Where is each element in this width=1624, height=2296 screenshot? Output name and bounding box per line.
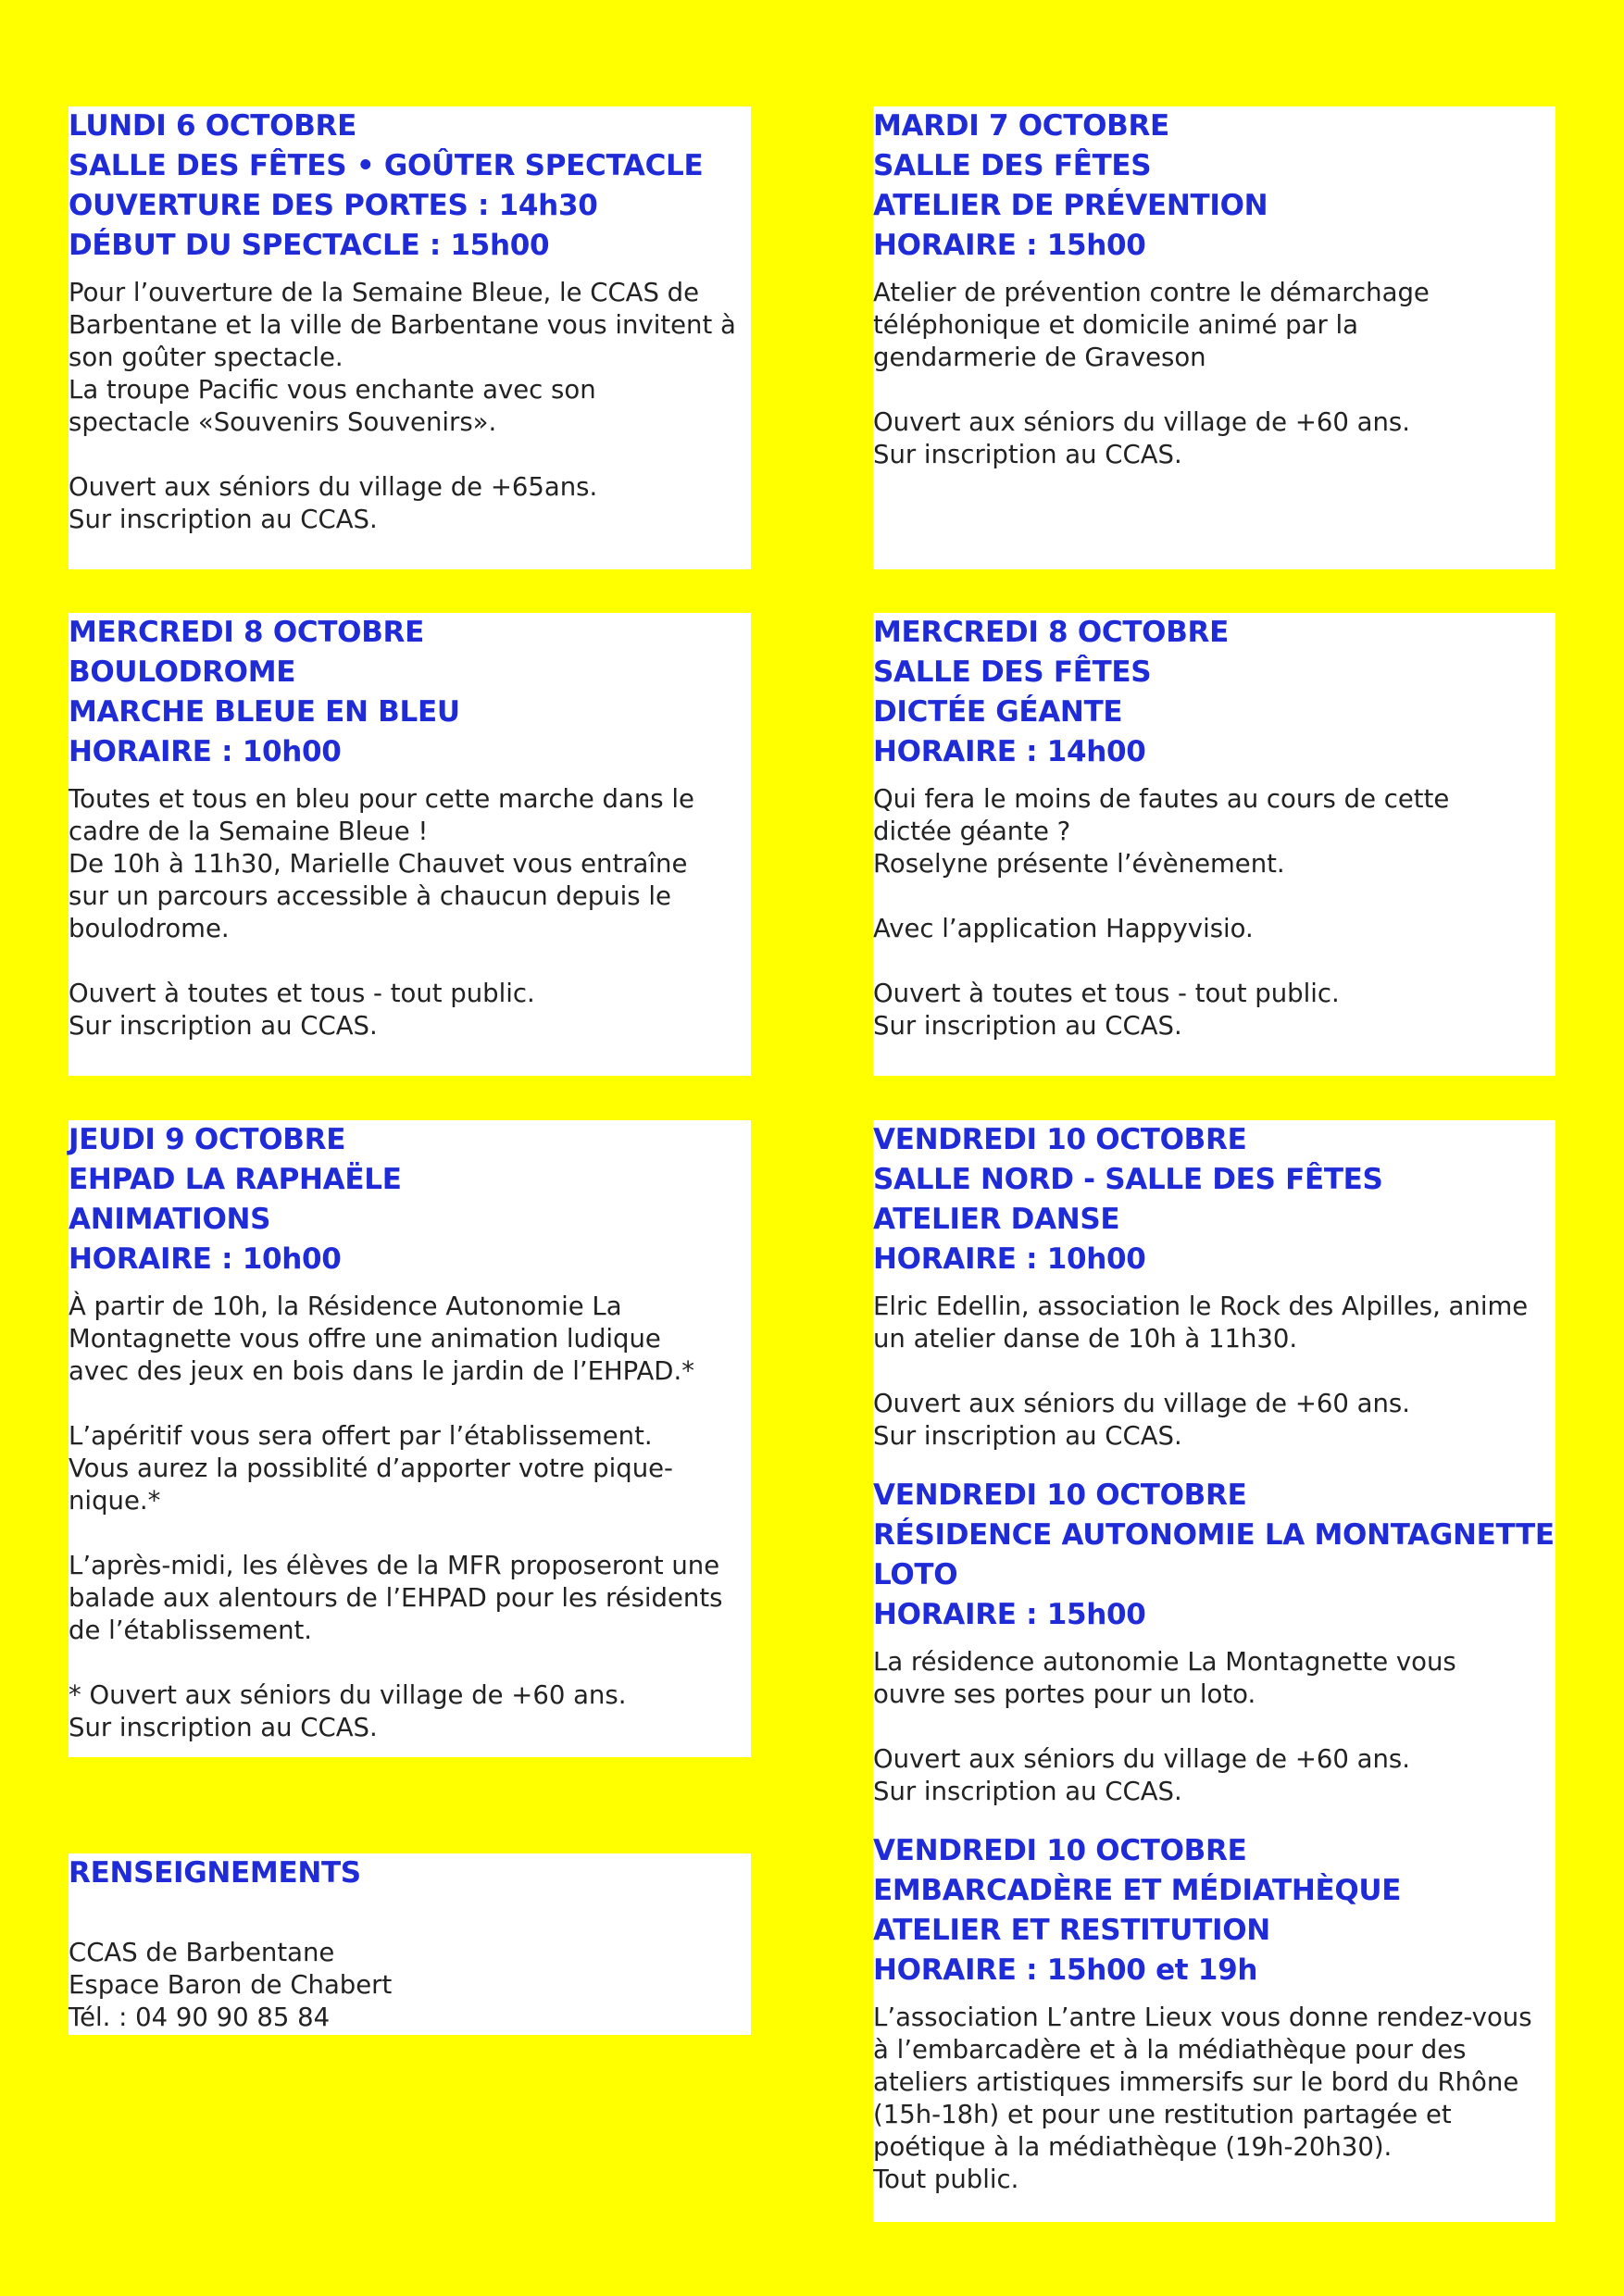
event-detail: LOTO <box>873 1558 958 1591</box>
description-line: avec des jeux en bois dans le jardin de l’EHPAD.* <box>69 1356 694 1386</box>
event-heading <box>873 1831 1555 1990</box>
event-detail: MARCHE BLEUE EN BLEU <box>69 695 460 729</box>
event-day: MERCREDI 8 OCTOBRE <box>873 616 1229 649</box>
description-line: Toutes et tous en bleu pour cette marche dans le <box>69 784 694 814</box>
description-line: Ouvert aux séniors du village de +65ans. <box>69 472 598 502</box>
event-time: DÉBUT DU SPECTACLE : 15h00 <box>69 229 550 262</box>
description-line: poétique à la médiathèque (19h-20h30). <box>873 2132 1393 2162</box>
description-line <box>69 1388 751 1420</box>
event-time: HORAIRE : 10h00 <box>69 1242 342 1276</box>
description-line <box>873 374 1555 406</box>
event-heading <box>873 106 1555 266</box>
event-day: VENDREDI 10 OCTOBRE <box>873 1123 1247 1156</box>
event-description <box>873 2002 1555 2196</box>
event-description <box>873 277 1555 471</box>
description-line: L’après-midi, les élèves de la MFR proposeront une <box>69 1551 720 1580</box>
description-line: À partir de 10h, la Résidence Autonomie La <box>69 1292 622 1321</box>
event-heading <box>69 1120 751 1279</box>
description-line <box>873 945 1555 978</box>
description-line <box>69 945 751 978</box>
event-description <box>69 1291 751 1744</box>
event-card-mercredi-dictee <box>873 613 1555 1076</box>
description-line: Pour l’ouverture de la Semaine Bleue, le CCAS de <box>69 278 700 307</box>
event-detail: ANIMATIONS <box>69 1203 271 1236</box>
description-line: L’association L’antre Lieux vous donne rendez-vous <box>873 2003 1532 2032</box>
event-time: HORAIRE : 15h00 et 19h <box>873 1953 1258 1987</box>
event-day: VENDREDI 10 OCTOBRE <box>873 1479 1247 1512</box>
event-card-mercredi-marche <box>69 613 751 1076</box>
event-time: HORAIRE : 15h00 <box>873 1598 1146 1631</box>
event-place: EMBARCADÈRE ET MÉDIATHÈQUE <box>873 1874 1402 1907</box>
info-phone: Tél. : 04 90 90 85 84 <box>69 2003 331 2032</box>
event-heading <box>69 106 751 266</box>
event-place: RÉSIDENCE AUTONOMIE LA MONTAGNETTE <box>873 1518 1555 1552</box>
event-heading <box>873 1476 1555 1635</box>
description-line: Sur inscription au CCAS. <box>873 1421 1182 1451</box>
description-line: Elric Edellin, association le Rock des Alpilles, anime <box>873 1292 1529 1321</box>
event-card-lundi <box>69 106 751 569</box>
event-detail: OUVERTURE DES PORTES : 14h30 <box>69 189 598 222</box>
event-description <box>873 1291 1555 1453</box>
description-line: Ouvert aux séniors du village de +60 ans. <box>873 1744 1410 1774</box>
description-line: ateliers artistiques immersifs sur le bord du Rhône <box>873 2067 1519 2097</box>
description-line: L’apéritif vous sera offert par l’établissement. <box>69 1421 653 1451</box>
description-line: son goûter spectacle. <box>69 343 344 372</box>
event-detail: ATELIER ET RESTITUTION <box>873 1914 1270 1947</box>
description-line: de l’établissement. <box>69 1616 313 1645</box>
event-description <box>69 783 751 1042</box>
description-line: Atelier de prévention contre le démarchage <box>873 278 1430 307</box>
event-day: MERCREDI 8 OCTOBRE <box>69 616 424 649</box>
description-line: spectacle «Souvenirs Souvenirs». <box>69 407 497 437</box>
description-line: Ouvert à toutes et tous - tout public. <box>69 979 535 1008</box>
event-card-jeudi <box>69 1120 751 1757</box>
event-time: HORAIRE : 15h00 <box>873 229 1146 262</box>
description-line: (15h-18h) et pour une restitution partagée et <box>873 2100 1452 2129</box>
event-detail: ATELIER DANSE <box>873 1203 1120 1236</box>
description-line: gendarmerie de Graveson <box>873 343 1206 372</box>
description-line: La troupe Pacific vous enchante avec son <box>69 375 596 405</box>
event-description <box>873 783 1555 1042</box>
description-line <box>69 1517 751 1550</box>
description-line: dictée géante ? <box>873 817 1071 846</box>
event-heading <box>873 1120 1555 1279</box>
description-line: Sur inscription au CCAS. <box>873 1011 1182 1041</box>
event-heading <box>873 613 1555 772</box>
event-card-vendredi <box>873 1120 1555 2222</box>
info-line <box>69 1904 751 1937</box>
description-line: La résidence autonomie La Montagnette vous <box>873 1647 1456 1677</box>
event-day: VENDREDI 10 OCTOBRE <box>873 1834 1247 1867</box>
description-line: Sur inscription au CCAS. <box>69 505 378 534</box>
description-line: nique.* <box>69 1486 161 1516</box>
description-line: Roselyne présente l’évènement. <box>873 849 1285 879</box>
description-line: à l’embarcadère et à la médiathèque pour des <box>873 2035 1467 2065</box>
event-detail: DICTÉE GÉANTE <box>873 695 1123 729</box>
event-detail: ATELIER DE PRÉVENTION <box>873 189 1268 222</box>
event-place: SALLE DES FÊTES <box>873 149 1152 182</box>
description-line: boulodrome. <box>69 914 230 943</box>
event-place: SALLE DES FÊTES • GOÛTER SPECTACLE <box>69 149 704 182</box>
description-line: Avec l’application Happyvisio. <box>873 914 1254 943</box>
event-day: LUNDI 6 OCTOBRE <box>69 109 356 143</box>
description-line: Sur inscription au CCAS. <box>69 1713 378 1742</box>
description-line <box>873 1355 1555 1388</box>
event-card-mardi <box>873 106 1555 569</box>
info-line: CCAS de Barbentane <box>69 1938 335 1967</box>
event-time: HORAIRE : 14h00 <box>873 735 1146 768</box>
description-line: Barbentane et la ville de Barbentane vous invitent à <box>69 310 736 340</box>
event-place: SALLE DES FÊTES <box>873 655 1152 689</box>
description-line <box>69 439 751 471</box>
description-line: Sur inscription au CCAS. <box>69 1011 378 1041</box>
description-line: Montagnette vous offre une animation ludique <box>69 1324 661 1354</box>
description-line: De 10h à 11h30, Marielle Chauvet vous entraîne <box>69 849 688 879</box>
description-line: cadre de la Semaine Bleue ! <box>69 817 429 846</box>
event-description <box>873 1646 1555 1808</box>
info-heading <box>69 1853 751 1893</box>
event-day: JEUDI 9 OCTOBRE <box>69 1123 346 1156</box>
description-line: Ouvert aux séniors du village de +60 ans. <box>873 407 1410 437</box>
description-line: un atelier danse de 10h à 11h30. <box>873 1324 1298 1354</box>
event-time: HORAIRE : 10h00 <box>873 1242 1146 1276</box>
info-title: RENSEIGNEMENTS <box>69 1856 361 1890</box>
info-details <box>69 1904 751 2034</box>
info-line: Espace Baron de Chabert <box>69 1970 393 2000</box>
description-line: Ouvert à toutes et tous - tout public. <box>873 979 1340 1008</box>
description-line: Sur inscription au CCAS. <box>873 1777 1182 1806</box>
description-line: sur un parcours accessible à chaucun depuis le <box>69 881 671 911</box>
info-card-renseignements <box>69 1853 751 2035</box>
event-place: BOULODROME <box>69 655 296 689</box>
description-line: balade aux alentours de l’EHPAD pour les résidents <box>69 1583 723 1613</box>
event-time: HORAIRE : 10h00 <box>69 735 342 768</box>
description-line <box>873 880 1555 913</box>
event-heading <box>69 613 751 772</box>
event-place: EHPAD LA RAPHAËLE <box>69 1163 402 1196</box>
description-line <box>873 1711 1555 1743</box>
description-line: ouvre ses portes pour un loto. <box>873 1679 1256 1709</box>
description-line <box>69 1647 751 1679</box>
description-line: Vous aurez la possiblité d’apporter votre pique- <box>69 1454 673 1483</box>
event-description <box>69 277 751 536</box>
description-line: Qui fera le moins de fautes au cours de cette <box>873 784 1450 814</box>
description-line: * Ouvert aux séniors du village de +60 ans. <box>69 1680 627 1710</box>
event-place: SALLE NORD - SALLE DES FÊTES <box>873 1163 1383 1196</box>
description-line: Ouvert aux séniors du village de +60 ans. <box>873 1389 1410 1418</box>
description-line: Tout public. <box>873 2165 1019 2194</box>
description-line: téléphonique et domicile animé par la <box>873 310 1359 340</box>
description-line: Sur inscription au CCAS. <box>873 440 1182 469</box>
event-day: MARDI 7 OCTOBRE <box>873 109 1169 143</box>
